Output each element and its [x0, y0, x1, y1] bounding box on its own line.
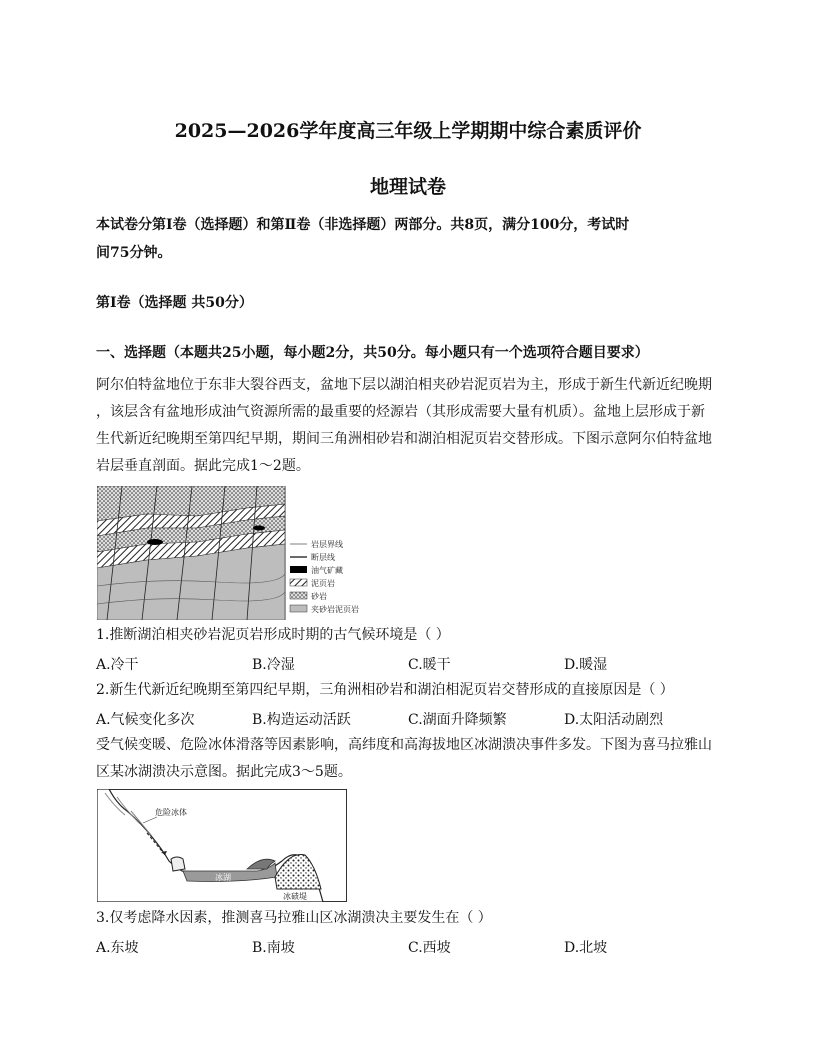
legend-shale: 泥页岩	[311, 579, 335, 588]
legend-boundary: 岩层界线	[311, 540, 343, 549]
intro-line-1: 本试卷分第Ⅰ卷（选择题）和第Ⅱ卷（非选择题）两部分。共8页，满分100分，考试时	[96, 217, 630, 233]
passage1-line-4: 岩层垂直剖面。据此完成1～2题。	[96, 458, 310, 474]
basin-profile-figure	[97, 486, 385, 620]
exam-subject: 地理试卷	[369, 176, 446, 198]
q2-option-b[interactable]: B.构造运动活跃	[252, 712, 351, 728]
legend-sandstone: 砂岩	[311, 592, 327, 601]
legend-mixed: 夹砂岩泥页岩	[311, 605, 359, 614]
label-glacial-lake: 冰湖	[215, 873, 231, 882]
q2-option-a[interactable]: A.气候变化多次	[96, 712, 195, 728]
q2-option-d[interactable]: D.太阳活动剧烈	[564, 712, 664, 728]
label-moraine-dam: 冰碛堤	[283, 892, 307, 901]
q1-option-b[interactable]: B.冷湿	[252, 657, 295, 673]
exam-title: 2025—2026学年度高三年级上学期期中综合素质评价	[174, 120, 642, 142]
label-danger-ice: 危险冰体	[155, 808, 187, 817]
q3-option-c[interactable]: C.西坡	[408, 940, 451, 956]
question-3-stem: 3.仅考虑降水因素，推测喜马拉雅山区冰湖溃决主要发生在（ ）	[96, 910, 492, 926]
q3-option-a[interactable]: A.东坡	[96, 940, 139, 956]
passage1-line-2: ，该层含有盆地形成油气资源所需的最重要的烃源岩（其形成需要大量有机质）。盆地上层形成于新	[96, 404, 705, 420]
question-1-stem: 1.推断湖泊相夹砂岩泥页岩形成时期的古气候环境是（ ）	[96, 627, 450, 643]
passage2-line-2: 区某冰湖溃决示意图。据此完成3～5题。	[96, 764, 352, 780]
q3-option-b[interactable]: B.南坡	[252, 940, 295, 956]
q2-option-c[interactable]: C.湖面升降频繁	[408, 712, 507, 728]
section-heading: 一、选择题（本题共25小题，每小题2分，共50分。每小题只有一个选项符合题目要求）	[96, 345, 649, 361]
q1-option-c[interactable]: C.暖干	[408, 657, 451, 673]
q1-option-d[interactable]: D.暖湿	[564, 657, 608, 673]
part-heading: 第Ⅰ卷（选择题 共50分）	[96, 295, 253, 311]
intro-line-2: 间75分钟。	[96, 245, 172, 261]
q1-option-a[interactable]: A.冷干	[96, 657, 139, 673]
q3-option-d[interactable]: D.北坡	[564, 940, 608, 956]
legend-oil: 油气矿藏	[311, 566, 343, 575]
glacial-lake-figure	[97, 789, 347, 902]
passage2-line-1: 受气候变暖、危险冰体滑落等因素影响，高纬度和高海拔地区冰湖溃决事件多发。下图为喜马拉雅山	[96, 737, 712, 753]
legend-fault: 断层线	[311, 553, 335, 562]
passage1-line-1: 阿尔伯特盆地位于东非大裂谷西支，盆地下层以湖泊相夹砂岩泥页岩为主，形成于新生代新近纪晚期	[96, 377, 712, 393]
passage1-line-3: 生代新近纪晚期至第四纪早期，期间三角洲相砂岩和湖泊相泥页岩交替形成。下图示意阿尔伯特盆地	[96, 431, 712, 447]
question-2-stem: 2.新生代新近纪晚期至第四纪早期，三角洲相砂岩和湖泊相泥页岩交替形成的直接原因是（ ）	[96, 682, 674, 698]
